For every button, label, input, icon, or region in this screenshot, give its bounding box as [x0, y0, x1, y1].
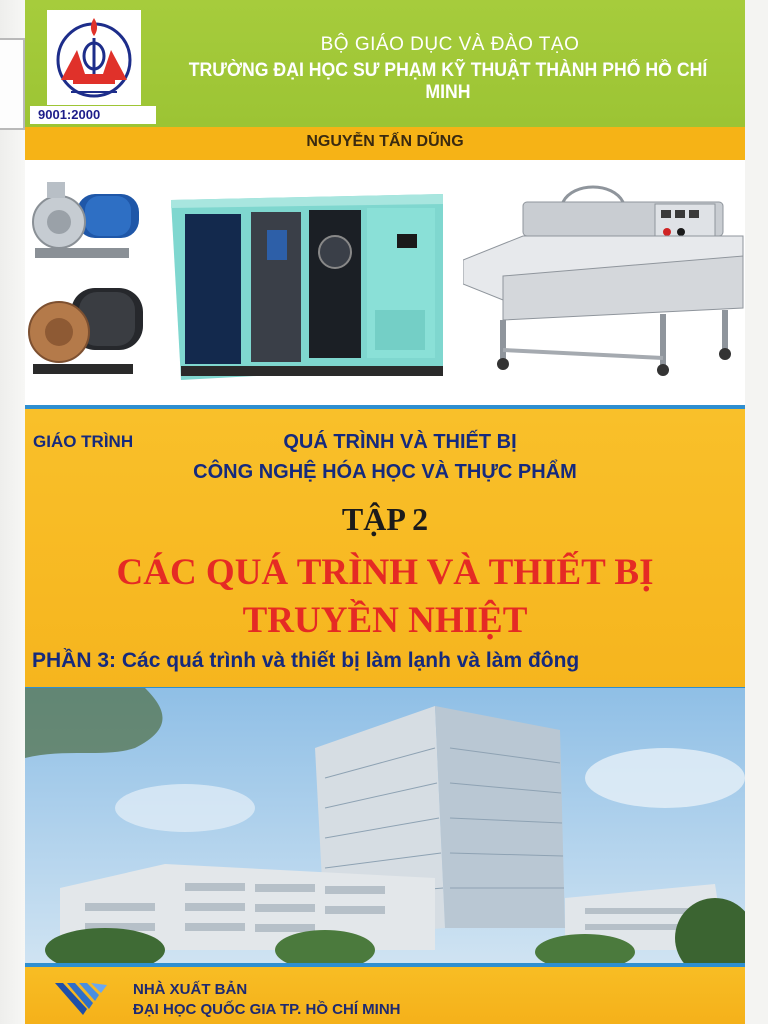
textbook-label: GIÁO TRÌNH: [33, 432, 134, 451]
binder-edge: [0, 0, 25, 1024]
university-name: TRƯỜNG ĐẠI HỌC SƯ PHẠM KỸ THUẬT THÀNH PHỐ HỒ CHÍ MINH: [188, 60, 708, 103]
main-title-line-1: CÁC QUÁ TRÌNH VÀ THIẾT BỊ: [116, 552, 654, 593]
binder-tab: [0, 38, 25, 130]
author-name: NGUYỄN TẤN DŨNG: [306, 133, 464, 150]
part-subtitle: PHẦN 3: Các quá trình và thiết bị làm lạnh và làm đông: [32, 649, 580, 672]
bronze-pump-image: [27, 280, 147, 380]
main-title-line-2: TRUYỀN NHIỆT: [242, 600, 528, 641]
university-building-image: [25, 688, 745, 963]
publisher-line-1: NHÀ XUẤT BẢN: [133, 981, 248, 998]
equipment-photos: [25, 160, 745, 407]
university-logo: [47, 10, 141, 105]
publisher-band: [25, 967, 745, 1024]
subject-line-1: QUÁ TRÌNH VÀ THIẾT BỊ: [283, 431, 517, 453]
title-block: [25, 409, 745, 687]
air-compressor-image: [171, 190, 443, 382]
vacuum-packing-machine-image: [463, 180, 745, 384]
subject-line-2: CÔNG NGHỆ HÓA HỌC VÀ THỰC PHẨM: [193, 461, 577, 483]
iso-label: 9001:2000: [30, 106, 156, 124]
author-band: [25, 127, 745, 161]
centrifugal-pump-image: [27, 182, 147, 272]
ministry-name: BỘ GIÁO DỤC VÀ ĐÀO TẠO: [320, 34, 580, 55]
publisher-line-2: ĐẠI HỌC QUỐC GIA TP. HỒ CHÍ MINH: [133, 1001, 401, 1018]
cover-header: [25, 0, 745, 127]
volume-number: TẬP 2: [341, 501, 429, 537]
publisher-logo: [53, 979, 115, 1019]
book-cover: [25, 0, 745, 1024]
